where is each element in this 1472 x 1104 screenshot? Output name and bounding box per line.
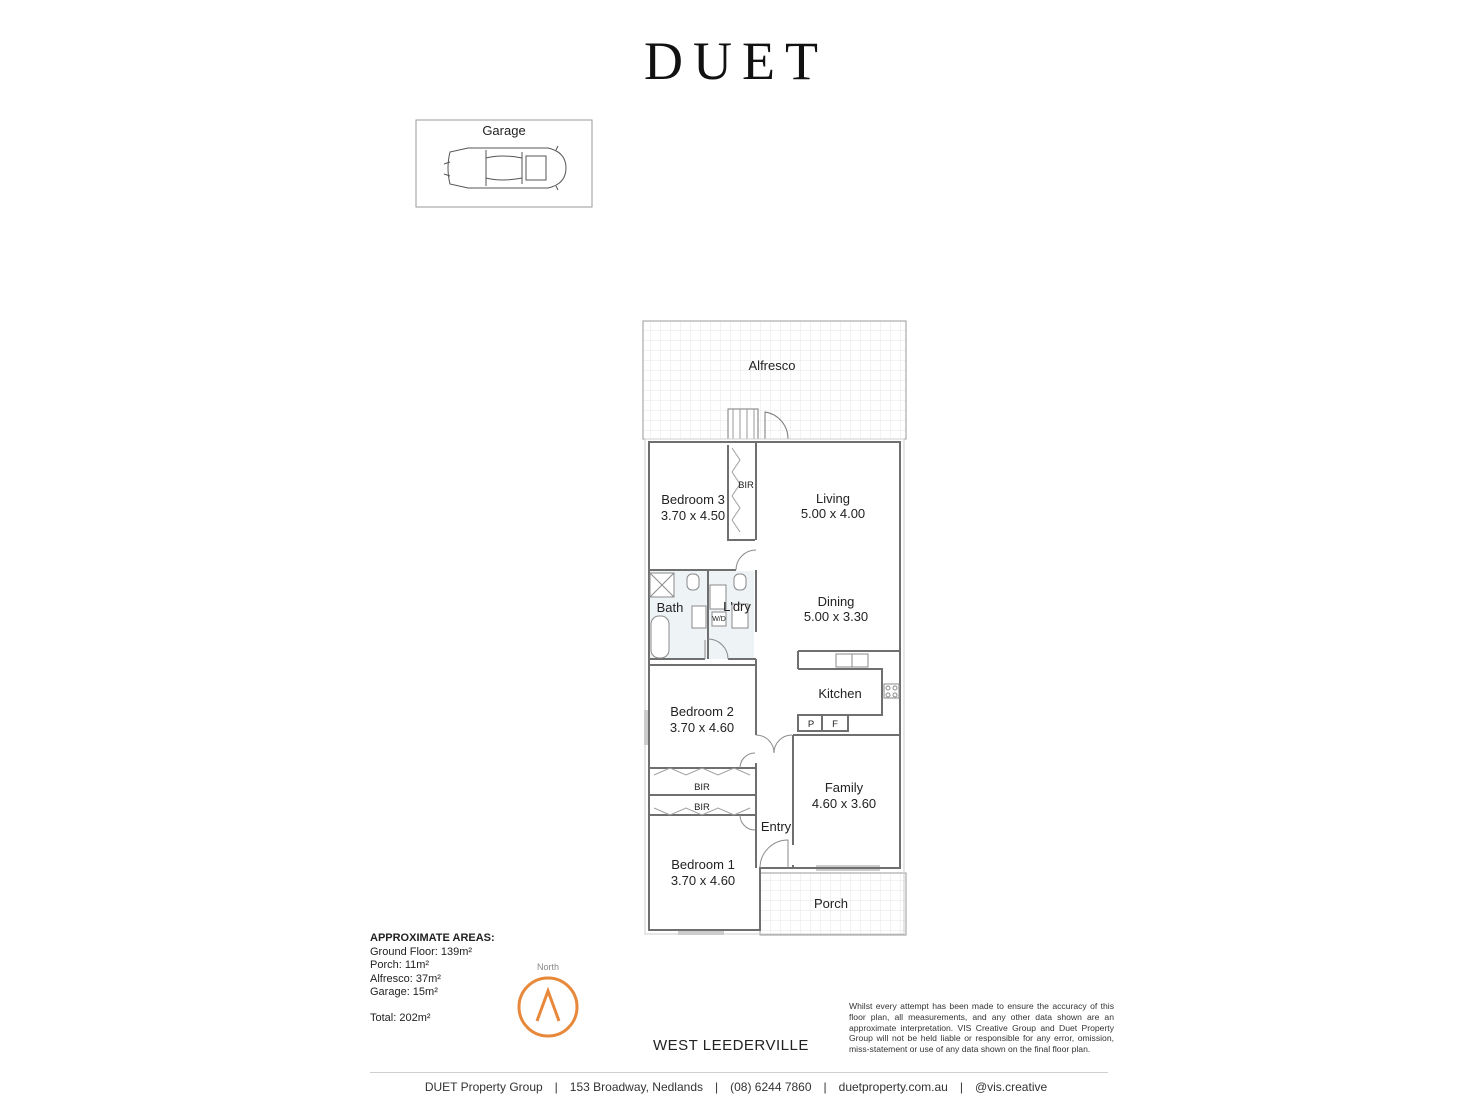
area-porch: Porch: 11m²	[370, 959, 430, 971]
label-kitchen: Kitchen	[818, 686, 862, 701]
label-laundry: L'dry	[723, 599, 751, 614]
size-bedroom-3: 3.70 x 4.50	[660, 508, 726, 523]
area-alfresco: Alfresco: 37m²	[370, 972, 441, 985]
footer-company: DUET Property Group	[424, 1080, 543, 1094]
label-alfresco: Alfresco	[748, 358, 796, 373]
north-arrow-icon	[515, 974, 581, 1040]
label-bedroom-1: Bedroom 1	[671, 857, 735, 872]
size-bedroom-2: 3.70 x 4.60	[669, 720, 735, 735]
label-pantry: P	[807, 719, 815, 730]
label-fridge: F	[832, 719, 838, 730]
size-living: 5.00 x 4.00	[800, 506, 866, 521]
footer-divider	[370, 1072, 1108, 1073]
label-bedroom-2: Bedroom 2	[670, 704, 734, 719]
north-label: North	[536, 962, 559, 972]
duet-logo: DUET	[644, 31, 828, 91]
size-dining: 5.00 x 3.30	[803, 609, 869, 624]
footer: DUET Property Group | 153 Broadway, Nedlands | (08) 6244 7860 | duetproperty.com.au | @vis.creative	[424, 1080, 1048, 1094]
approximate-areas	[370, 932, 495, 1025]
areas-heading: APPROXIMATE AREAS:	[370, 932, 495, 944]
label-bir-bedroom-1: BIR	[694, 802, 710, 813]
disclaimer-text: Whilst every attempt has been made to ensure the accuracy of this floor plan, all measurements, and any other data shown are an approximate interpretation. VIS Creative Group and Duet Property Group will not be held liable or responsible for any error, omission, miss-statement or use of any data shown on the final floor plan.	[849, 1001, 1114, 1055]
label-porch: Porch	[814, 896, 848, 911]
area-garage: Garage: 15m²	[370, 986, 438, 998]
suburb-name: WEST LEEDERVILLE	[653, 1037, 809, 1054]
north-indicator	[515, 962, 581, 1045]
label-entry: Entry	[760, 819, 792, 834]
label-living: Living	[816, 491, 850, 506]
size-family: 4.60 x 3.60	[811, 796, 877, 811]
footer-phone: (08) 6244 7860	[730, 1080, 812, 1094]
area-ground-floor: Ground Floor: 139m²	[370, 945, 473, 958]
alfresco-area	[643, 321, 906, 439]
area-total: Total: 202m²	[370, 1011, 431, 1024]
size-bedroom-1: 3.70 x 4.60	[670, 873, 736, 888]
label-washer-dryer: W/D	[712, 616, 726, 623]
label-bir-bedroom-3: BIR	[738, 480, 754, 491]
label-dining: Dining	[817, 594, 855, 609]
footer-credit: @vis.creative	[974, 1080, 1048, 1094]
label-bedroom-3: Bedroom 3	[661, 492, 725, 507]
footer-address: 153 Broadway, Nedlands	[569, 1080, 703, 1094]
label-bir-bedroom-2: BIR	[694, 782, 710, 793]
label-family: Family	[824, 780, 864, 795]
label-bath: Bath	[656, 600, 684, 615]
label-garage: Garage	[482, 123, 526, 138]
footer-website: duetproperty.com.au	[838, 1080, 948, 1094]
